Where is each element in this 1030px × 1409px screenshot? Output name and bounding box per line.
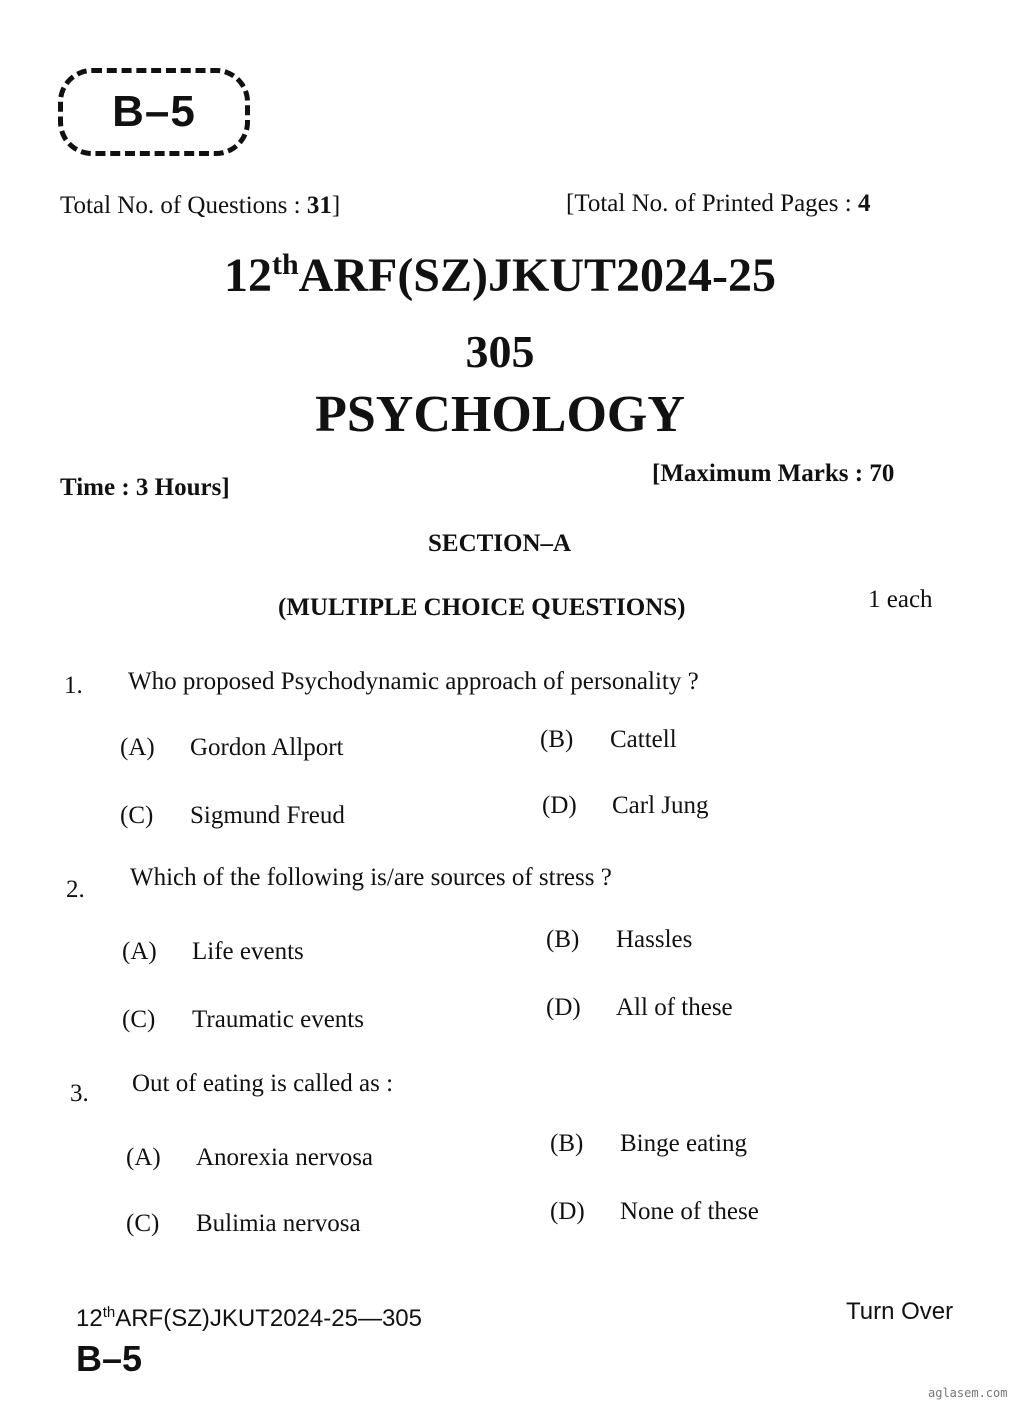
question-number: 2. xyxy=(66,876,85,903)
grade-prefix: 12 xyxy=(223,249,272,302)
footer-code-prefix: 12 xyxy=(76,1305,103,1332)
turn-over-label: Turn Over xyxy=(846,1298,954,1325)
option-text: Cattell xyxy=(610,726,677,753)
option xyxy=(550,1198,759,1226)
option-text: All of these xyxy=(616,994,733,1021)
option-text: Sigmund Freud xyxy=(190,802,345,829)
set-code-box xyxy=(58,68,250,156)
option-label: (B) xyxy=(540,726,574,753)
question-text: Which of the following is/are sources of stress ? xyxy=(130,864,612,891)
total-questions-label: Total No. of Questions : xyxy=(60,192,301,219)
grade-suffix: th xyxy=(271,248,299,281)
option xyxy=(122,1006,364,1034)
code-rest: ARF(SZ)JKUT2024-25 xyxy=(298,249,776,302)
exam-time: Time : 3 Hours] xyxy=(60,474,230,501)
total-questions: Total No. of Questions : 31] xyxy=(60,192,341,219)
total-pages xyxy=(566,190,870,218)
option xyxy=(122,938,304,966)
option-label: (C) xyxy=(120,802,154,829)
max-marks: [Maximum Marks : 70 xyxy=(652,460,895,487)
question-text: Who proposed Psychodynamic approach of personality ? xyxy=(128,668,699,695)
option-label: (B) xyxy=(550,1130,584,1157)
option-label: (D) xyxy=(542,792,577,819)
option-label: (D) xyxy=(546,994,581,1021)
section-title: SECTION–A xyxy=(428,530,572,557)
total-pages-label: [Total No. of Printed Pages : xyxy=(566,190,852,217)
option-label: (D) xyxy=(550,1198,585,1225)
option-text: Traumatic events xyxy=(192,1006,364,1033)
option xyxy=(550,1130,747,1158)
option-text: Binge eating xyxy=(620,1130,748,1157)
question-number: 3. xyxy=(70,1080,89,1107)
section-subtitle: (MULTIPLE CHOICE QUESTIONS) xyxy=(278,594,686,621)
total-pages-value: 4 xyxy=(857,190,871,217)
footer-set-code: B–5 xyxy=(76,1338,143,1379)
option-text: Hassles xyxy=(616,926,693,953)
option-text: Anorexia nervosa xyxy=(196,1144,374,1171)
option xyxy=(546,926,692,954)
footer-code-rest: ARF(SZ)JKUT2024-25—305 xyxy=(115,1305,422,1332)
option xyxy=(120,802,345,830)
option-label: (C) xyxy=(122,1006,156,1033)
total-questions-value: 31 xyxy=(306,192,332,219)
option-text: Bulimia nervosa xyxy=(196,1210,361,1237)
option xyxy=(542,792,709,820)
question-text: Out of eating is called as : xyxy=(132,1070,394,1097)
watermark: aglasem.com xyxy=(928,1386,1008,1400)
option xyxy=(540,726,677,754)
option xyxy=(126,1210,361,1238)
option-label: (B) xyxy=(546,926,580,953)
paper-number: 305 xyxy=(465,326,535,377)
option xyxy=(546,994,733,1022)
option xyxy=(126,1144,373,1172)
footer-paper-code xyxy=(76,1304,422,1333)
option-label: (A) xyxy=(120,734,155,761)
footer-code-suffix: th xyxy=(102,1304,116,1321)
paper-code-title xyxy=(0,248,1000,303)
question-number: 1. xyxy=(64,672,83,699)
option-label: (C) xyxy=(126,1210,160,1237)
marks-each: 1 each xyxy=(868,586,933,613)
option-label: (A) xyxy=(126,1144,161,1171)
option-text: Carl Jung xyxy=(612,792,709,819)
subject-title: PSYCHOLOGY xyxy=(315,386,685,443)
option-text: Life events xyxy=(192,938,304,965)
option-text: Gordon Allport xyxy=(190,734,344,761)
set-code: B–5 xyxy=(112,87,196,136)
option-label: (A) xyxy=(122,938,157,965)
option-text: None of these xyxy=(620,1198,759,1225)
option xyxy=(120,734,343,762)
